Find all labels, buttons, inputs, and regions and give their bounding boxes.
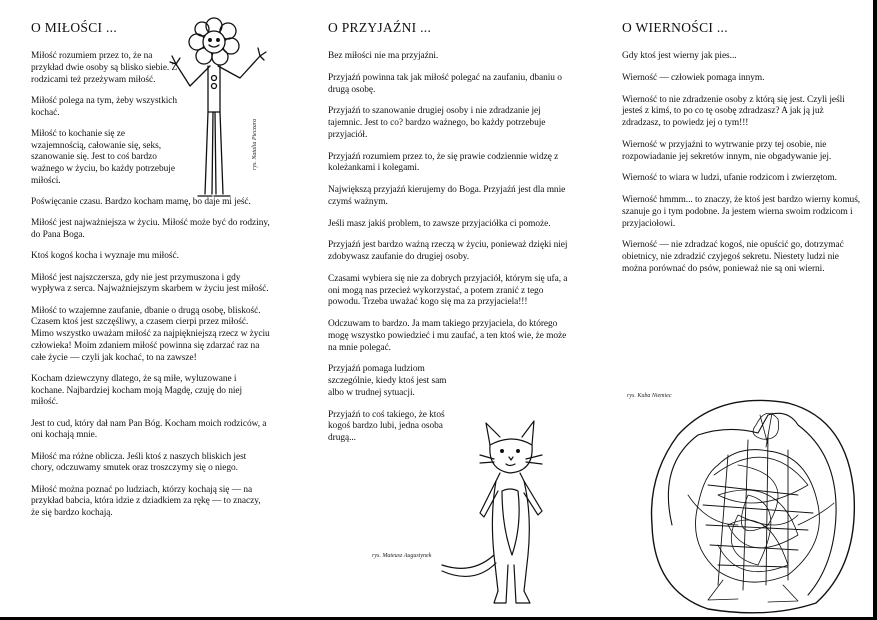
- love-paragraph: Miłość można poznać po ludziach, którzy kochają się — na przykład babcia, która idzie z dziadkiem za rękę — to znaczy, że się bardzo kochają.: [31, 484, 261, 518]
- faithfulness-paragraph: Wierność — człowiek pomaga innym.: [622, 72, 765, 83]
- love-paragraph: Miłość ma różne oblicza. Jeśli ktoś z naszych bliskich jest chory, odczuwamy smutek oraz troszczymy się o niego.: [31, 451, 247, 474]
- friendship-paragraph: Odczuwam to bardzo. Ja mam takiego przyjaciela, do którego mogę wszystko powiedzieć i mu zaufać, a ten ktoś wie, że może na mnie polegać.: [328, 319, 567, 353]
- page-edge-right: [873, 0, 877, 620]
- friendship-paragraph: Przyjaźń pomaga ludziom szczególnie, kiedy ktoś jest sam albo w trudnej sytuacji.: [328, 364, 447, 398]
- friendship-paragraph: Przyjaźń to szanowanie drugiej osoby i nie zdradzanie jej tajemnic. Jest to co? bardzo ważnego, bo każdy potrzebuje przyjaciół.: [328, 106, 546, 140]
- column-faithfulness: [622, 20, 862, 286]
- friendship-paragraph: Największą przyjaźń kierujemy do Boga. Przyjaźń jest dla mnie czymś ważnym.: [328, 185, 566, 207]
- drawing-credit: rys. Kuba Niemiec: [627, 393, 672, 399]
- friendship-paragraph: Jeśli masz jakiś problem, to zawsze przyjaciółka ci pomoże.: [328, 218, 551, 229]
- friendship-paragraph: Czasami wybiera się nie za dobrych przyjaciół, którym się ufa, a oni mogą nas przecież wykorzystać, a potem zranić z tego powodu. Trzeba uważać kogo się ma za przyjaciela!!!: [328, 273, 568, 308]
- love-paragraph: Miłość to kochanie się ze wzajemnością, całowanie się, seks, szanowanie się. Jest to coś bardzo ważnego w życiu, bo każdy potrzebuje miłości.: [31, 128, 175, 186]
- love-paragraph: Miłość jest najszczersza, gdy nie jest przymuszona i gdy wypływa z serca. Najważniejszym skarbem w życiu jest miłość.: [31, 272, 269, 295]
- faithfulness-paragraph: Wierność to wiara w ludzi, ufanie rodzicom i zwierzętom.: [622, 173, 837, 184]
- faithfulness-paragraph: Wierność w przyjaźni to wytrwanie przy tej osobie, nie rozpowiadanie jej sekretów innym, nie obgadywanie jej.: [622, 139, 832, 162]
- faithfulness-paragraph: Wierność hmmm... to znaczy, że ktoś jest bardzo wierny komuś, szanuje go i tym podobne. Ja jestem wierna swoim rodzicom i przyjaciołowi.: [622, 195, 861, 229]
- drawing-credit: rys. Mateusz Augustynek: [372, 553, 432, 559]
- love-paragraph: Poświęcanie czasu. Bardzo kocham mamę, bo daje mi jeść.: [31, 197, 251, 207]
- friendship-paragraph: Bez miłości nie ma przyjaźni.: [328, 51, 439, 61]
- drawing-credit: rys. Natalia Pieczara: [252, 118, 258, 170]
- column-love-title: O MIŁOŚCI ...: [31, 20, 118, 35]
- friendship-paragraph: Przyjaźń to coś takiego, że ktoś kogoś bardzo lubi, jedna osoba drugą...: [328, 409, 445, 443]
- faithfulness-paragraph: Wierność — nie zdradzać kogoś, nie opuścić go, dotrzymać obietnicy, nie zdradzić czyjegoś sekretu. Niestety ludzi nie można porównać do psów, ponieważ nie są oni wierni.: [622, 240, 844, 274]
- column-friendship: [328, 20, 573, 455]
- love-paragraph: Miłość polega na tym, żeby wszystkich kochać.: [31, 95, 178, 118]
- love-paragraph: Ktoś kogoś kocha i wyznaje mu miłość.: [31, 251, 179, 262]
- friendship-paragraph: Przyjaźń powinna tak jak miłość polegać na zaufaniu, dbaniu o drugą osobę.: [328, 72, 562, 95]
- flower-person-drawing: [168, 16, 268, 206]
- scribble-figure-drawing: [648, 395, 858, 615]
- friendship-paragraph: Przyjaźń jest bardzo ważną rzeczą w życiu, ponieważ dzięki niej zdobywasz zaufanie do drugiej osoby.: [328, 240, 568, 262]
- faithfulness-paragraph: Wierność to nie zdradzenie osoby z którą się jest. Czyli jeśli jesteś z kimś, to po co tę osobę zdradzasz? A jak ją już zdradzasz, to powiedz jej o tym!!!: [622, 94, 845, 128]
- faithfulness-paragraph: Gdy ktoś jest wierny jak pies...: [622, 51, 737, 61]
- love-paragraph: Miłość to wzajemne zaufanie, dbanie o drugą osobę, bliskość. Czasem ktoś jest szczęśliwy, a czasem cierpi przez miłość. Mimo wszystko uważam miłość za najpiękniejszą rzecz w życiu człowieka! Moim zdaniem miłość powinna się zdarzać raz na całe życie — czyli jak kochać, to na zawsze!: [31, 305, 270, 363]
- love-paragraph: Kocham dziewczyny dlatego, że są miłe, wyluzowane i kochane. Najbardziej kocham moją Magdę, czuję do niej miłość.: [31, 373, 243, 408]
- cat-drawing: [462, 415, 562, 615]
- love-paragraph: Jest to cud, który dał nam Pan Bóg. Kocham moich rodziców, a oni kochają mnie.: [31, 418, 267, 441]
- column-friendship-title: O PRZYJAŹNI ...: [328, 20, 432, 35]
- love-paragraph: Miłość rozumiem przez to, że na przykład dwie osoby są blisko siebie. Z rodzicami też przeżywam miłość.: [31, 51, 178, 85]
- column-faithfulness-title: O WIERNOŚCI ...: [622, 20, 728, 35]
- friendship-paragraph: Przyjaźń rozumiem przez to, że się prawie codziennie widzę z koleżankami i kolegami.: [328, 151, 559, 174]
- love-paragraph: Miłość jest najważniejsza w życiu. Miłość może być do rodziny, do Pana Boga.: [31, 218, 270, 240]
